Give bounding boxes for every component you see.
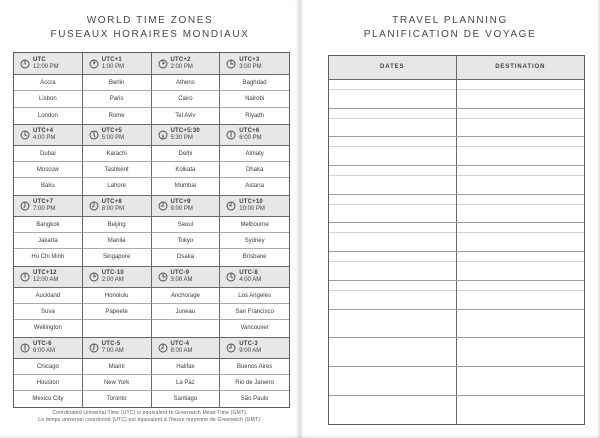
clock-icon	[20, 343, 30, 353]
travel-row	[329, 80, 584, 109]
dates-cell	[329, 367, 457, 395]
local-time-label: 4:00 PM	[33, 134, 56, 141]
timezone-band	[14, 195, 289, 266]
travel-row	[329, 166, 584, 195]
local-time-label: 6:00 PM	[239, 134, 262, 141]
city-cell: Lisbon	[14, 91, 83, 107]
city-cell: Almaty	[220, 146, 289, 162]
timezone-header-text	[33, 341, 55, 355]
timezone-table	[13, 52, 290, 408]
city-cell: La Paz	[152, 375, 221, 391]
timezone-header-text	[102, 57, 124, 71]
timezone-header-cell	[83, 124, 152, 146]
travel-row	[329, 223, 584, 252]
dates-cell	[329, 166, 457, 194]
destination-cell	[457, 281, 585, 309]
timezone-header-cell	[152, 53, 221, 75]
utc-offset-label: UTC+10	[239, 198, 263, 205]
utc-offset-label: UTC-3	[239, 340, 258, 347]
local-time-label: 6:00 AM	[33, 347, 56, 354]
left-title-en: WORLD TIME ZONES	[86, 15, 214, 26]
timezone-header-cell	[14, 337, 83, 359]
clock-icon	[226, 130, 236, 140]
travel-row	[329, 109, 584, 138]
city-cell: Mumbai	[152, 178, 221, 194]
dates-cell	[329, 223, 457, 251]
city-cell: Santiago	[152, 391, 221, 407]
right-title-en: TRAVEL PLANNING	[392, 15, 508, 26]
local-time-label: 8:00 PM	[101, 205, 125, 212]
city-cell: New York	[83, 375, 152, 391]
timezone-header-text	[171, 270, 193, 284]
city-cell: Toronto	[83, 391, 152, 407]
local-time-label: 2:00 PM	[170, 63, 193, 70]
dates-cell	[329, 338, 457, 366]
local-time-label: 7:00 PM	[33, 205, 56, 212]
city-cell: Berlin	[83, 75, 152, 91]
city-cell: Osaka	[152, 249, 221, 265]
clock-icon	[226, 59, 236, 69]
city-cell: Seoul	[152, 217, 221, 233]
timezone-band	[14, 337, 289, 408]
timezone-header-cell	[220, 124, 289, 146]
utc-offset-label: UTC+12	[33, 269, 57, 276]
clock-icon	[20, 130, 30, 140]
clock-icon	[158, 201, 168, 211]
column-header-destination: DESTINATION	[495, 64, 546, 70]
timezone-band	[14, 266, 289, 337]
city-cell: Tel Aviv	[152, 108, 221, 124]
utc-offset-label: UTC-10	[101, 269, 124, 276]
city-cell: Buenos Aires	[220, 359, 289, 375]
destination-cell	[457, 109, 585, 137]
timezone-header-cell	[14, 266, 83, 288]
dates-cell	[329, 396, 457, 425]
clock-icon	[89, 130, 99, 140]
travel-planning-page	[300, 0, 600, 438]
travel-row	[329, 137, 584, 166]
local-time-label: 5:00 PM	[101, 134, 125, 141]
travel-row	[329, 195, 584, 224]
dates-cell	[329, 137, 457, 165]
timezone-header-cell	[14, 195, 83, 217]
dates-cell	[329, 310, 457, 338]
city-cell: Tashkent	[83, 162, 152, 178]
left-page-title	[0, 14, 300, 42]
city-cell: Beijing	[83, 217, 152, 233]
city-cell: San Francisco	[220, 304, 289, 320]
city-cell: Chicago	[14, 359, 83, 375]
city-cell: Riyadh	[245, 112, 264, 119]
destination-cell	[457, 195, 585, 223]
timezone-header-cell	[152, 337, 221, 359]
utc-offset-label: UTC+3	[239, 56, 260, 63]
utc-offset-label: UTC+6	[239, 127, 260, 134]
utc-offset-label: UTC-6	[33, 340, 52, 347]
timezone-band	[14, 124, 289, 195]
clock-icon	[89, 343, 99, 353]
travel-row	[329, 252, 584, 281]
destination-cell	[457, 252, 585, 280]
utc-offset-label: UTC-9	[170, 269, 190, 276]
travel-table	[328, 55, 585, 425]
timezone-header-text	[33, 57, 59, 71]
utc-offset-label: UTC+8	[101, 198, 122, 205]
utc-offset-label: UTC-5	[101, 340, 121, 347]
clock-icon	[226, 201, 236, 211]
local-time-label: 2:00 AM	[101, 276, 124, 283]
left-title-fr: FUSEAUX HORAIRES MONDIAUX	[50, 29, 250, 40]
city-cell: Sydney	[220, 233, 289, 249]
local-time-label: 4:00 AM	[239, 276, 262, 283]
city-cell: Miami	[83, 359, 152, 375]
utc-offset-label: UTC	[33, 56, 46, 63]
timezone-header-cell	[83, 195, 152, 217]
city-cell: Los Angeles	[220, 288, 289, 304]
dates-cell	[329, 109, 457, 137]
local-time-label: 7:00 AM	[101, 347, 124, 354]
city-cell: Bangkok	[14, 217, 83, 233]
travel-row	[329, 281, 584, 310]
clock-icon	[226, 272, 236, 282]
travel-row	[329, 396, 584, 425]
dates-cell	[329, 252, 457, 280]
right-title-fr: PLANIFICATION DE VOYAGE	[363, 29, 537, 40]
timezone-header-text	[239, 57, 261, 71]
timezone-header-cell	[83, 53, 152, 75]
timezone-header-text	[239, 270, 261, 284]
city-cell: Moscow	[14, 162, 83, 178]
timezone-header-text	[102, 270, 124, 284]
city-cell: Anchorage	[152, 288, 221, 304]
timezone-header-text	[33, 128, 55, 142]
timezone-header-cell	[220, 53, 289, 75]
dates-cell	[329, 195, 457, 223]
clock-icon	[158, 59, 168, 69]
utc-offset-label: UTC+4	[33, 127, 54, 134]
city-cell: Astana	[245, 183, 264, 190]
utc-offset-label: UTC+5	[101, 127, 122, 134]
dates-cell	[329, 80, 457, 108]
utc-offset-label: UTC+2	[170, 56, 191, 63]
timezone-header-cell	[14, 124, 83, 146]
clock-icon	[158, 343, 168, 353]
timezone-header-cell	[220, 266, 289, 288]
destination-cell	[457, 396, 585, 425]
city-cell: Houston	[14, 375, 83, 391]
city-cell: Honolulu	[83, 288, 152, 304]
city-cell: Cairo	[152, 91, 221, 107]
city-cell: Manila	[83, 233, 152, 249]
city-cell: Baghdad	[220, 75, 289, 91]
city-cell: Baku	[14, 178, 83, 194]
city-cell: Singapore	[83, 249, 152, 265]
timezone-header-text	[239, 128, 261, 142]
timezone-header-cell	[152, 195, 221, 217]
local-time-label: 9:00 PM	[170, 205, 193, 212]
local-time-label: 12:00 PM	[33, 63, 59, 70]
city-cell: Delhi	[152, 146, 221, 162]
city-cell: Suva	[14, 304, 83, 320]
destination-cell	[457, 367, 585, 395]
travel-table-body	[329, 80, 584, 424]
timezone-header-text	[171, 341, 193, 355]
city-cell: Paris	[83, 91, 152, 107]
city-cell: Tokyo	[152, 233, 221, 249]
city-cell: Auckland	[14, 288, 83, 304]
local-time-label: 10:00 PM	[239, 205, 265, 212]
timezone-header-cell	[152, 266, 221, 288]
city-cell: Dubai	[14, 146, 83, 162]
city-cell	[152, 320, 221, 336]
timezone-header-cell	[83, 266, 152, 288]
clock-icon	[226, 343, 236, 353]
city-cell: Accra	[14, 75, 83, 91]
clock-icon	[158, 272, 168, 282]
timezone-header-text	[33, 270, 58, 284]
city-cell: São Paulo	[240, 396, 269, 403]
timezone-header-text	[102, 341, 124, 355]
timezone-header-cell	[83, 337, 152, 359]
utc-offset-label: UTC+7	[33, 198, 54, 205]
timezone-band	[14, 53, 289, 124]
city-cell: London	[14, 108, 83, 124]
timezone-header-text	[239, 341, 261, 355]
city-cell: Lahore	[83, 178, 152, 194]
right-page-title	[300, 14, 600, 42]
destination-cell	[457, 166, 585, 194]
city-cell: Kolkata	[152, 162, 221, 178]
city-cell: Papeete	[83, 304, 152, 320]
utc-offset-label: UTC-4	[170, 340, 190, 347]
travel-table-header	[329, 56, 584, 80]
city-cell: Halifax	[152, 359, 221, 375]
clock-icon	[20, 272, 30, 282]
timezone-header-text	[239, 199, 265, 213]
timezone-header-cell	[220, 195, 289, 217]
timezone-header-text	[171, 57, 193, 71]
clock-icon	[89, 272, 99, 282]
city-cell: Rome	[83, 108, 152, 124]
city-cell: Mexico City	[14, 391, 83, 407]
city-cell: Dhaka	[220, 162, 289, 178]
travel-row	[329, 310, 584, 339]
timezone-header-text	[171, 199, 193, 213]
city-cell: Melbourne	[220, 217, 289, 233]
local-time-label: 1:00 PM	[101, 63, 125, 70]
city-cell: Vancouver	[240, 325, 269, 332]
clock-icon	[158, 130, 168, 140]
utc-footnote-en: Coordinated Universal Time (UTC) is equivalent to Greenwich Mean Time (GMT).	[52, 410, 248, 416]
city-cell: Brisbane	[242, 254, 267, 261]
local-time-label: 3:00 PM	[239, 63, 262, 70]
city-cell: Juneau	[152, 304, 221, 320]
timezone-header-cell	[152, 124, 221, 146]
city-cell: Wellington	[14, 320, 83, 336]
local-time-label: 5:30 PM	[170, 134, 193, 141]
destination-cell	[457, 80, 585, 108]
local-time-label: 12:00 AM	[33, 276, 59, 283]
utc-offset-label: UTC+5:30	[170, 127, 200, 134]
city-cell: Jakarta	[14, 233, 83, 249]
travel-row	[329, 367, 584, 396]
destination-cell	[457, 137, 585, 165]
utc-offset-label: UTC+1	[101, 56, 122, 63]
city-cell: Rio de Janeiro	[220, 375, 289, 391]
utc-offset-label: UTC-8	[239, 269, 258, 276]
utc-footnote	[6, 410, 294, 424]
destination-cell	[457, 310, 585, 338]
timezone-header-text	[171, 128, 200, 142]
clock-icon	[89, 59, 99, 69]
timezone-header-cell	[14, 53, 83, 75]
timezone-header-text	[33, 199, 55, 213]
destination-cell	[457, 223, 585, 251]
clock-icon	[20, 201, 30, 211]
city-cell: Ho Chi Minh	[14, 249, 83, 265]
city-cell: Karachi	[83, 146, 152, 162]
utc-offset-label: UTC+9	[170, 198, 191, 205]
column-header-dates: DATES	[329, 56, 457, 79]
timezone-header-cell	[220, 337, 289, 359]
clock-icon	[20, 59, 30, 69]
local-time-label: 8:00 AM	[170, 347, 193, 354]
utc-footnote-fr: Le temps universel coordonné (UTC) est équivalent à l'heure moyenne de Greenwich (GMT).	[38, 417, 262, 423]
dates-cell	[329, 281, 457, 309]
travel-row	[329, 338, 584, 367]
local-time-label: 9:00 AM	[239, 347, 262, 354]
local-time-label: 3:00 AM	[170, 276, 193, 283]
city-cell: Athens	[152, 75, 221, 91]
city-cell: Nairobi	[220, 91, 289, 107]
timezone-header-text	[102, 128, 124, 142]
clock-icon	[89, 201, 99, 211]
timezone-header-text	[102, 199, 124, 213]
destination-cell	[457, 338, 585, 366]
city-cell	[83, 320, 152, 336]
